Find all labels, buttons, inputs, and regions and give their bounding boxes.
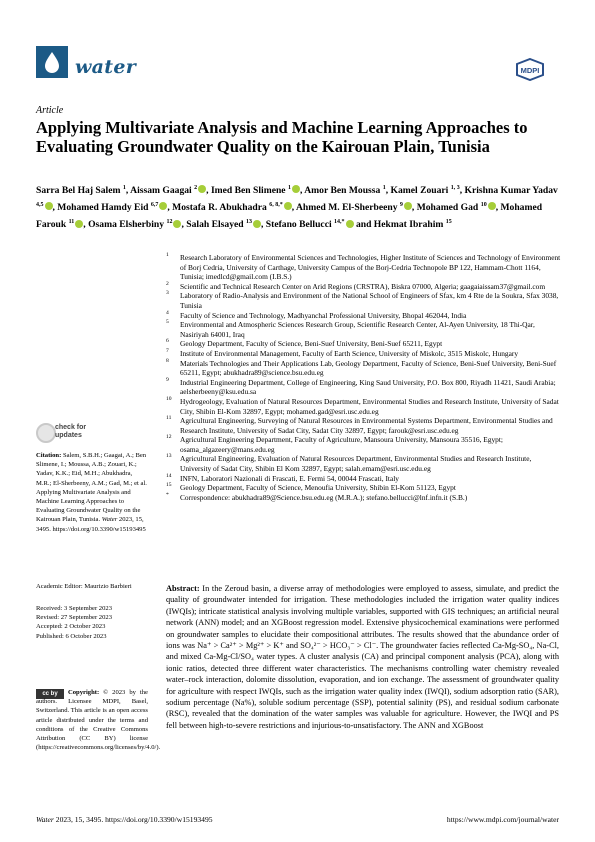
citation-label: Citation: [36,452,62,459]
affiliation-number: 6 [166,338,169,345]
author-affiliation-sup: 14,* [334,219,345,226]
affiliation-text: Institute of Environmental Management, Faculty of Earth Science, University of Miskolc, 3515 Miskolc, Hungary [180,348,519,358]
orcid-icon[interactable] [292,185,300,193]
affiliation-text: Geology Department, Faculty of Science, Menoufia University, Shibin El-Kom 51123, Egypt [180,483,456,493]
affiliation-text: Scientific and Technical Research Center on Arid Regions (CRSTRA), Biskra 07000, Algeria; gaagaiaissam37@gmail.com [180,281,546,291]
check-updates-line2: updates [55,432,82,439]
orcid-icon[interactable] [45,202,53,210]
affiliation-number: * [166,491,169,498]
citation-details: 2023, 15, 3495. https://doi.org/10.3390/w15193495 [36,516,146,533]
affiliation-number: 2 [166,280,169,287]
author-name: Mohamed Hamdy Eid [57,202,149,214]
affiliation-number: 4 [166,309,169,316]
copyright-block [36,688,161,752]
footer-citation-text[interactable]: 2023, 15, 3495. https://doi.org/10.3390/w15193495 [53,815,213,824]
affiliation-number: 3 [166,290,169,297]
affiliation-text: Laboratory of Radio-Analysis and Environment of the National School of Engineers of Sfax, km 4 Rte de la Soukra, Sfax 3038, Tunisia [180,291,559,310]
citation-journal: Water [101,516,118,524]
author-affiliation-sup: 12 [166,219,173,226]
affiliation-number: 7 [166,347,169,354]
affiliation-number: 10 [166,395,172,402]
citation-text: Salem, S.B.H.; Gaagai, A.; Ben Slimene, I.; Moussa, A.B.; Zouari, K.; Yadav, K.K.; Eid, M.H.; Abukhadra, M.R.; El-Sherbeeny, A.M.; Gad, M.; et al. Applying Multivariate Analysis and Machine Learning Approaches to Evaluating Groundwater Quality on the Kairouan Plain, Tunisia. [36,452,147,524]
affiliation-item [166,359,561,378]
check-updates-line1: check for [55,424,87,431]
affiliation-text: Environmental and Atmospheric Sciences Research Group, Scientific Research Center, Al-Ayen University, 18 Thi-Qar, Nasiriyah 64001, Iraq [180,320,535,339]
author-affiliation-sup: 1, 3 [450,185,460,191]
author-name: Kamel Zouari [390,185,449,197]
affiliation-item [166,311,561,321]
affiliation-number: 11 [166,415,172,422]
affiliation-item [166,320,561,339]
cc-by-badge[interactable]: cc by [36,689,64,699]
author-affiliation-sup: 2 [194,185,198,191]
date-revised: Revised: 27 September 2023 [36,614,112,622]
dates-block [36,604,148,641]
affiliation-text: Faculty of Science and Technology, Madhyanchal Professional University, Bhopal 462044, India [180,310,467,320]
affiliation-item [166,282,561,292]
affiliation-number: 15 [166,482,172,489]
orcid-icon[interactable] [284,202,292,210]
author-name: Mohamed Farouk [36,202,543,231]
orcid-icon[interactable] [75,220,83,228]
affiliation-number: 8 [166,357,169,364]
affiliation-text: Research Laboratory of Environmental Sciences and Technologies, Higher Institute of Sciences and Technology of Environment of Borj Cedria, University of Carthage, University Campus of the Borj-Cedria Technopole BP 122, Hammam-Chott 1164, Tunisia; imedlcd@gmail.com (I.B.S.) [180,253,561,282]
affiliation-text: Agricultural Engineering, Evaluation of Natural Resources Department, Environmental Studies and Research Institute, University of Sadat City, Shibin El Kom 32897, Egypt; salah.emam@esri.usc.edu.eg [180,454,532,474]
author-affiliation-sup: 1 [382,185,386,191]
article-title: Applying Multivariate Analysis and Machine Learning Approaches to Evaluating Groundwater Quality on the Kairouan Plain, Tunisia [36,118,528,156]
author-affiliation-sup: 1 [122,185,126,191]
author-affiliation-sup: 9 [399,202,403,209]
author-affiliation-sup: 10 [480,202,487,209]
affiliation-number: 9 [166,376,169,383]
footer-journal: Water [36,815,54,824]
author-name: Salah Elsayed [186,219,244,231]
affiliation-text: Materials Technologies and Their Applications Lab, Geology Department, Faculty of Science, Beni-Suef University, Beni-Suef 65211, Egypt; abukhadra89@science.bsu.edu.eg [180,358,557,378]
orcid-icon[interactable] [488,202,496,210]
abstract-ion-order: Na⁺ > Ca²⁺ > Mg²⁺ > K⁺ and SO₄²⁻ > HCO₃⁻ > Cl⁻ [197,641,377,651]
affiliation-item [166,474,561,484]
orcid-icon[interactable] [346,220,354,228]
mdpi-logo-icon [516,58,544,81]
affiliation-number: 5 [166,319,169,326]
orcid-icon[interactable] [198,185,206,193]
academic-editor: Academic Editor: Maurizio Barbieri [36,583,132,590]
affiliation-item [166,339,561,349]
article-type: Article [36,105,64,116]
abstract-part1: In the Zeroud basin, a diverse array of methodologies were employed to assess, simulate, and predict the quality of groundwater intended for irrigation. These methodologies included the irrigation water quality indices (IWQIs); intricate statistical analysis involving multiple variables, supported with GIS techniques; an artificial neural network (ANN) model; and an XGBoost regression model. Extensive physicochemical examinations were performed on groundwater samples to elucidate their compositional attributes. The results showed that the abundance order of ions was [166,584,559,651]
date-published: Published: 6 October 2023 [36,632,107,640]
date-received: Received: 3 September 2023 [36,605,112,612]
abstract [166,583,559,731]
author-affiliation-sup: 6, 8,* [269,202,283,209]
citation-block [36,451,148,534]
affiliation-text: Agricultural Engineering Department, Faculty of Agriculture, Mansoura University, Mansoura 35516, Egypt; osama_algazeery@mans.edu.eg [180,435,503,454]
affiliation-item [166,493,561,503]
author-name: Ahmed M. El-Sherbeeny [295,202,398,214]
author-name: Mohamed Gad [416,202,479,214]
author-name: Amor Ben Moussa [304,185,381,197]
author-affiliation-sup: 11 [68,219,75,226]
date-accepted: Accepted: 2 October 2023 [36,623,106,631]
affiliation-text: Agricultural Engineering, Surveying of Natural Resources in Environmental Systems Department, Environmental Studies and Research Institute, University of Sadat City, Sadat City 32897, Egypt; farouk@esri.usc.edu.eg [180,416,553,435]
affiliation-text: Industrial Engineering Department, College of Engineering, King Saud University, P.O. Box 800, Riyadh 11421, Saudi Arabia; aelsherbeeny@ksu.edu.sa [180,377,556,397]
affiliation-item [166,378,561,397]
check-updates-icon [36,423,56,443]
abstract-part2: . The groundwater facies reflected Ca-Mg-SO₄, Na-Cl, and mixed Ca-Mg-Cl/SO₄ water types. A cluster analysis (CA) and principal component analysis (PCA), along with ionic ratios, detected three different water characteristics. The mechanisms controlling water chemistry revealed water–rock interaction, dolomite dissolution, evaporation, and ion exchange. The assessment of groundwater quality for agriculture with respect IWQIs, such as the irrigation water quality index (IWQI), sodium adsorption ratio (SAR), sodium percentage (Na%), soluble sodium percentage (SSP), potential salinity (PS), and residual sodium carbonate (RSC), revealed that the domination of the water samples was valuable for agriculture. However, the IWQI and PS fell between high-to-severe restrictions and injurious-to-unsatisfactory. The ANN and XGBoost [166,641,559,730]
check-for-updates-button[interactable] [36,423,126,445]
author-name: Aissam Gaagai [130,185,192,197]
affiliation-number: 13 [166,453,172,460]
author-affiliation-sup: 13 [246,219,252,226]
affiliation-text: INFN, Laboratori Nazionali di Frascati, E. Fermi 54, 00044 Frascati, Italy [180,473,399,483]
author-name: Krishna Kumar Yadav [464,185,558,197]
author-affiliation-sup: 4,5 [36,202,44,209]
orcid-icon[interactable] [159,202,167,210]
affiliation-item [166,483,561,493]
journal-name: water [75,56,137,78]
affiliation-number: 14 [166,472,172,479]
affiliations-list [166,253,561,502]
affiliation-text: Hydrogeology, Evaluation of Natural Resources Department, Environmental Studies and Research Institute, University of Sadat City, Shibin El-Kom 32897, Egypt; mohamed.gad@esri.usc.edu.eg [180,396,559,416]
author-name: and Hekmat Ibrahim [355,219,444,231]
affiliation-item [166,291,561,310]
affiliation-number: 12 [166,434,172,441]
water-journal-logo-icon [36,46,68,78]
affiliation-item [166,454,561,473]
copyright-label: Copyright: [68,689,100,696]
affiliation-item [166,397,561,416]
author-name: Sarra Bel Haj Salem [36,185,121,197]
author-affiliation-sup: 15 [445,219,452,226]
affiliation-item [166,349,561,359]
affiliation-number: 1 [166,252,169,258]
footer-citation [36,815,213,824]
author-name: Mostafa R. Abukhadra [172,202,267,214]
author-list: Sarra Bel Haj Salem $^1$, Aissam Gaagai $^2$ , Imed Ben Slimene $^1$ , Amor Ben Moussa $^1$, Kamel Zouari $^{1, 3}$, Krishna Kumar Yadav $^{4,5}$ , Mohamed Hamdy Eid $^{6,7}$ , Mostafa R. Abukhadra $^{6, 8,*}$ , Ahmed M. El-Sherbeeny $^9$ , Mohamed Gad $^{10}$ , Mohamed Farouk $^{11}$ , Osama Elsherbiny $^{12}$ , Salah Elsayed $^{13}$ , Stefano Bellucci $^{14,*}$ and Hekmat Ibrahim $^{15}$ [36,185,558,231]
svg-text:MDPI: MDPI [520,66,540,75]
affiliation-item [166,416,561,435]
affiliation-text: Geology Department, Faculty of Science, Beni-Suef University, Beni-Suef 65211, Egypt [180,339,443,349]
abstract-label: Abstract: [166,584,200,593]
orcid-icon[interactable] [404,202,412,210]
affiliation-item [166,253,561,282]
author-name: Stefano Bellucci [265,219,332,231]
orcid-icon[interactable] [253,220,261,228]
author-affiliation-sup: 1 [287,185,291,191]
footer-journal-url[interactable]: https://www.mdpi.com/journal/water [446,815,559,824]
author-affiliation-sup: 6,7 [150,202,159,209]
orcid-icon[interactable] [173,220,181,228]
affiliation-text: Correspondence: abukhadra89@Science.bsu.edu.eg (M.R.A.); stefano.bellucci@lnf.infn.it (S.B.) [180,492,468,502]
copyright-text: © 2023 by the authors. Licensee MDPI, Basel, Switzerland. This article is an open access article distributed under the terms and conditions of the Creative Commons Attribution (CC BY) license (https://creativecommons.org/licenses/by/4.0/). [36,689,161,752]
affiliation-item [166,435,561,454]
author-name: Osama Elsherbiny [88,219,165,231]
author-name: Imed Ben Slimene [210,185,286,197]
